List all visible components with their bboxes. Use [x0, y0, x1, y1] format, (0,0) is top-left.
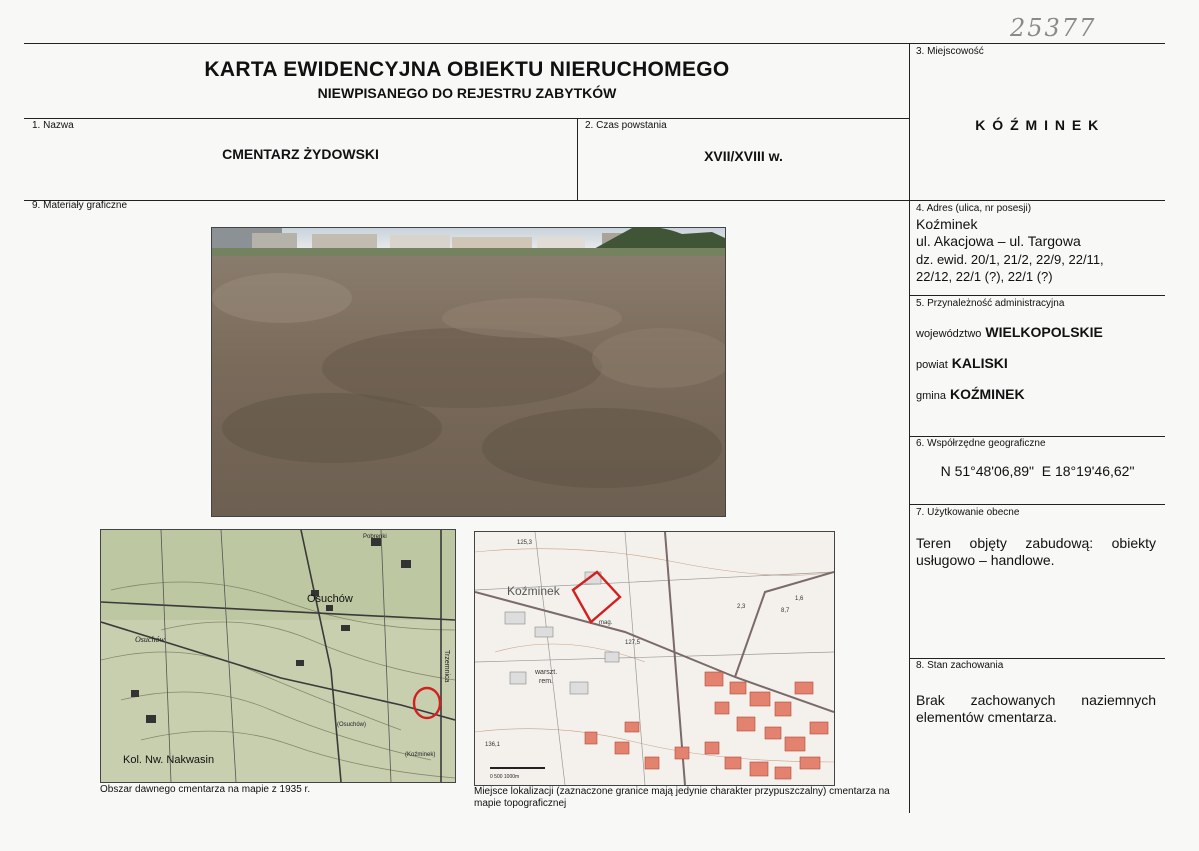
commune-label: gmina: [916, 390, 946, 402]
map2-height-3: 136,1: [485, 742, 501, 748]
map1-village-label: Osuchów: [307, 593, 353, 605]
names-row-bottom-border: [24, 200, 1165, 201]
card-subtitle: NIEWPISANEGO DO REJESTRU ZABYTKÓW: [317, 85, 617, 101]
map2-mag-label: mag.: [599, 620, 613, 626]
address-line-4: 22/12, 22/1 (?), 22/1 (?): [916, 269, 1053, 284]
top-border: [24, 43, 1165, 44]
county-row: [916, 355, 1008, 373]
period-value: XVII/XVIII w.: [704, 148, 783, 164]
map2-warsztaty-label: warszt.: [535, 669, 558, 676]
address-line-1: Koźminek: [916, 216, 978, 232]
county-label: powiat: [916, 359, 948, 371]
card-title: KARTA EWIDENCYJNA OBIEKTU NIERUCHOMEGO: [204, 58, 730, 81]
map2-town-label: Koźminek: [507, 584, 560, 598]
site-photo: [211, 227, 726, 517]
coords-label: 6. Współrzędne geograficzne: [916, 438, 1046, 449]
coords-value: N 51°48'06,89" E 18°19'46,62": [940, 463, 1135, 479]
condition-value: Brak zachowanych naziemnych elementów cmentarza.: [916, 692, 1156, 725]
admin-bottom-border: [910, 436, 1165, 437]
address-bottom-border: [910, 295, 1165, 296]
map1-village-small-label: Osuchów: [135, 635, 165, 644]
historic-map-1935-image: [101, 530, 455, 782]
topographic-map: [474, 531, 835, 786]
archive-number: 25377: [1010, 14, 1097, 42]
usage-value: Teren objęty zabudową: obiekty usługowo – handlowe.: [916, 535, 1156, 568]
name-label: 1. Nazwa: [32, 120, 74, 131]
map2-height-6: 8,7: [781, 608, 790, 614]
map1-place-b-label: (Osuchów): [337, 722, 367, 728]
usage-bottom-border: [910, 658, 1165, 659]
map1-place-c-label: (Koźminek): [405, 752, 436, 758]
admin-label: 5. Przynależność administracyjna: [916, 298, 1065, 309]
map2-height-5: 1,6: [795, 596, 804, 602]
map2-height-1: 125,3: [517, 540, 533, 546]
address-label: 4. Adres (ulica, nr posesji): [916, 203, 1032, 214]
address-line-3: dz. ewid. 20/1, 21/2, 22/9, 22/11,: [916, 252, 1104, 267]
map1-place-a-label: Pobrenki: [363, 534, 387, 540]
name-value: CMENTARZ ŻYDOWSKI: [222, 146, 379, 162]
locality-value: K Ó Ź M I N E K: [975, 117, 1100, 133]
site-photo-image: [212, 228, 725, 516]
map2-height-2: 127,5: [625, 640, 641, 646]
coords-bottom-border: [910, 504, 1165, 505]
header-bottom-border: [24, 118, 910, 119]
commune-value: KOŹMINEK: [949, 386, 1025, 402]
map1-stream-label: Trzemnica: [443, 650, 450, 683]
voivodeship-row: [916, 324, 1103, 342]
usage-label: 7. Użytkowanie obecne: [916, 507, 1020, 518]
locality-label: 3. Miejscowość: [916, 46, 984, 57]
map2-rem-label: rem.: [539, 678, 553, 685]
condition-label: 8. Stan zachowania: [916, 660, 1004, 671]
map2-scale-label: 0 500 1000m: [490, 774, 520, 780]
voivodeship-value: WIELKOPOLSKIE: [985, 324, 1103, 340]
voivodeship-label: województwo: [916, 328, 982, 340]
topographic-map-caption: Miejsce lokalizacji (zaznaczone granice mają jedynie charakter przypuszczalny) cmentarza na mapie topograficznej: [474, 786, 890, 809]
map2-height-4: 2,3: [737, 604, 746, 610]
main-column-divider: [909, 43, 910, 813]
historic-map-1935: [100, 529, 456, 783]
map-1935-caption: Obszar dawnego cmentarza na mapie z 1935 r.: [100, 784, 311, 795]
county-value: KALISKI: [951, 355, 1008, 371]
commune-row: [916, 386, 1025, 404]
period-label: 2. Czas powstania: [585, 120, 667, 131]
address-line-2: ul. Akacjowa – ul. Targowa: [916, 233, 1081, 249]
graphics-label: 9. Materiały graficzne: [32, 200, 128, 211]
topographic-map-image: [475, 532, 834, 785]
map1-colony-label: Kol. Nw. Nakwasin: [123, 754, 215, 766]
